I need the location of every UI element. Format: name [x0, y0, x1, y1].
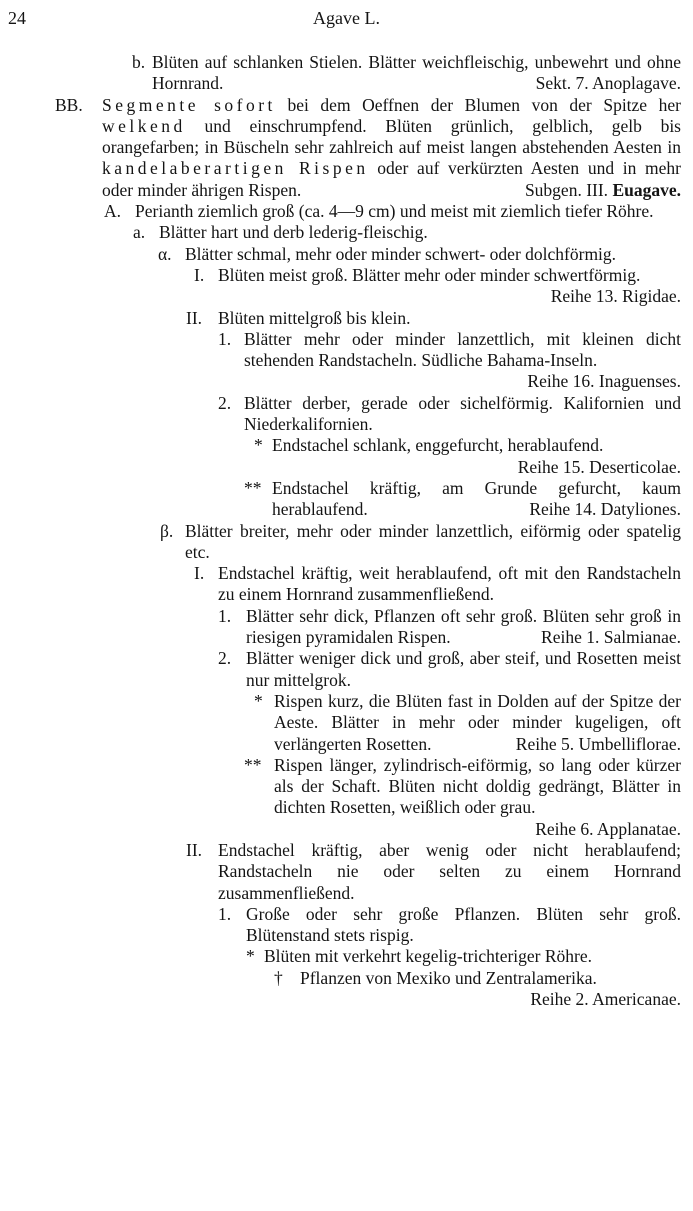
- key-entry: [0, 308, 693, 329]
- entry-marker: a.: [133, 222, 146, 243]
- entry-marker: BB.: [55, 94, 83, 115]
- key-entry: [0, 222, 693, 243]
- entry-text: Blätter schmal, mehr oder minder schwert- oder dolchförmig.: [185, 243, 617, 264]
- entry-marker: 2.: [218, 392, 232, 413]
- page-number: 24: [8, 8, 26, 28]
- entry-marker: I.: [194, 563, 205, 584]
- entry-text: Pflanzen von Mexiko und Zentralamerika.: [300, 967, 597, 988]
- key-entry: [0, 691, 693, 755]
- entry-text: Blüten auf schlanken Stielen. Blätter weichfleischig, unbewehrt und ohne Hornrand.: [152, 52, 681, 94]
- entry-reference: [525, 180, 681, 201]
- key-entry: [0, 329, 693, 393]
- key-entry: [0, 52, 693, 95]
- entry-text: Blüten mit verkehrt kegelig-trichteriger Röhre.: [264, 946, 593, 967]
- entry-marker: *: [254, 690, 263, 711]
- entry-text: Blüten meist groß. Blätter mehr oder minder schwertförmig.: [218, 264, 641, 285]
- entry-reference: Reihe 5. Umbelliflorae.: [515, 733, 681, 754]
- entry-text: Perianth ziemlich groß (ca. 4—9 cm) und meist mit ziemlich tiefer Röhre.: [135, 201, 654, 222]
- entry-text: bei dem Oeffnen der Blumen von der Spitze her: [275, 94, 681, 115]
- key-entry: [0, 648, 693, 691]
- entry-reference: Reihe 1. Salmianae.: [541, 627, 681, 648]
- key-entry: [0, 435, 693, 478]
- entry-text-spaced: welkend: [102, 115, 186, 136]
- entry-text: Rispen länger, zylindrisch-eiförmig, so lang oder kürzer als der Schaft. Blüten nicht doldig gedrängt, Blätter in dichten Rosetten, weißlich oder grau.: [274, 754, 681, 818]
- entry-reference: Reihe 16. Inaguenses.: [527, 371, 681, 392]
- entry-text: Blätter mehr oder minder lanzettlich, mit kleinen dicht stehenden Randstacheln. Südliche Bahama-Inseln.: [244, 328, 681, 371]
- entry-reference: Reihe 14. Datyliones.: [529, 499, 681, 520]
- entry-text-spaced: Segmente sofort: [102, 94, 276, 115]
- entry-reference: Reihe 13. Rigidae.: [550, 286, 681, 307]
- entry-marker: **: [244, 477, 262, 498]
- entry-text: Blätter sehr dick, Pflanzen oft sehr groß. Blüten sehr groß in riesigen pyramidalen Rispen.: [246, 605, 681, 648]
- subgenus-name: Euagave.: [612, 179, 681, 200]
- entry-text: Endstachel kräftig, aber wenig oder nicht herablaufend; Randstacheln nie oder selten zu einem Hornrand zusammenfließend.: [218, 839, 681, 903]
- entry-text: Große oder sehr große Pflanzen. Blüten sehr groß. Blütenstand stets rispig.: [246, 903, 681, 946]
- entry-text: Endstachel schlank, enggefurcht, herablaufend.: [272, 435, 604, 456]
- entry-reference: Reihe 2. Americanae.: [530, 989, 681, 1010]
- entry-marker: *: [246, 946, 255, 967]
- entry-text-spaced: kandelaberartigen Rispen: [102, 158, 369, 179]
- entry-text: oder auf verkürzten Aesten und in mehr oder minder ährigen Rispen.: [102, 158, 681, 200]
- entry-marker: β.: [160, 520, 174, 541]
- key-entry: [0, 95, 693, 201]
- entry-text: Blüten mittelgroß bis klein.: [218, 307, 411, 328]
- entry-reference: Reihe 6. Applanatae.: [535, 818, 681, 839]
- key-entry: [0, 946, 693, 967]
- entry-marker: II.: [186, 839, 203, 860]
- key-entry: [0, 265, 693, 308]
- entry-marker: A.: [104, 201, 122, 222]
- key-entry: [0, 606, 693, 649]
- entry-text: Rispen kurz, die Blüten fast in Dolden auf der Spitze der Aeste. Blätter in mehr oder minder kugeligen, oft verlängerten Rosetten.: [274, 690, 681, 754]
- entry-text: Endstachel kräftig, am Grunde gefurcht, kaum herablaufend.: [272, 477, 681, 520]
- key-entry: [0, 563, 693, 606]
- entry-marker: †: [274, 967, 283, 988]
- key-entry: [0, 478, 693, 521]
- key-entry: [0, 521, 693, 564]
- entry-text: Endstachel kräftig, weit herablaufend, oft mit den Randstacheln zu einem Hornrand zusammenfließend.: [218, 563, 681, 605]
- entry-marker: *: [254, 435, 263, 456]
- key-content: [0, 52, 693, 1010]
- entry-marker: I.: [194, 264, 205, 285]
- entry-text: Blätter derber, gerade oder sichelförmig. Kalifornien und Niederkalifornien.: [244, 392, 681, 435]
- key-entry: [0, 840, 693, 904]
- key-entry: [0, 968, 693, 1011]
- entry-reference: Reihe 15. Deserticolae.: [517, 456, 681, 477]
- entry-marker: b.: [132, 52, 146, 72]
- key-entry: [0, 904, 693, 947]
- entry-text: Blätter breiter, mehr oder minder lanzettlich, eiförmig oder spatelig etc.: [185, 520, 681, 562]
- entry-marker: 1.: [218, 605, 232, 626]
- key-entry: [0, 755, 693, 840]
- entry-marker: 1.: [218, 903, 232, 924]
- entry-marker: α.: [158, 243, 172, 264]
- entry-marker: II.: [186, 307, 203, 328]
- running-title: Agave L.: [313, 8, 380, 28]
- entry-marker: 1.: [218, 328, 232, 349]
- entry-marker: **: [244, 754, 262, 775]
- entry-reference: Sekt. 7. Anoplagave.: [535, 73, 681, 94]
- key-entry: [0, 244, 693, 265]
- entry-text: Blätter weniger dick und groß, aber steif, und Rosetten meist nur mittelgrok.: [246, 648, 681, 690]
- key-entry: [0, 201, 693, 222]
- key-entry: [0, 393, 693, 436]
- entry-text: und einschrumpfend. Blüten grünlich, gelblich, gelb bis orangefarben; in Büscheln sehr zahlreich auf meist langen abstehenden Aesten in: [102, 115, 681, 158]
- entry-marker: 2.: [218, 648, 232, 669]
- subgenus-label: Subgen. III.: [524, 179, 609, 200]
- page-header: [0, 6, 693, 36]
- entry-text: Blätter hart und derb lederig-fleischig.: [159, 222, 428, 243]
